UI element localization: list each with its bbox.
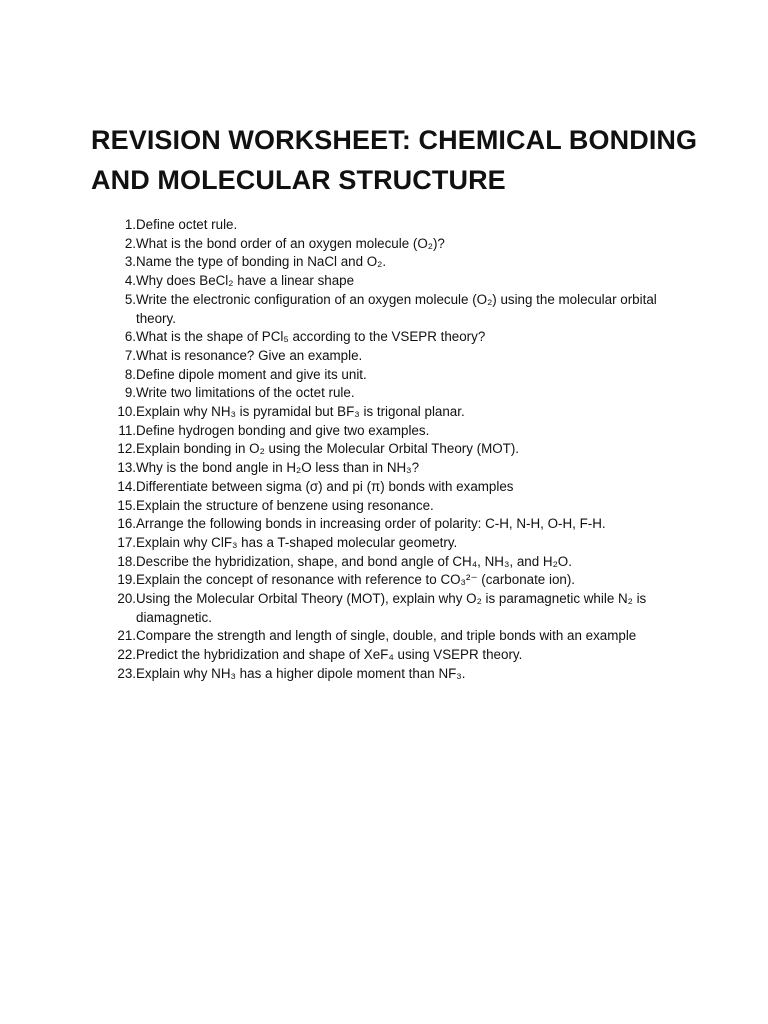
- question-number: [104, 272, 136, 291]
- question-number-label: 16.: [117, 516, 136, 532]
- question-text: Explain the concept of resonance with reference to CO₃²⁻ (carbonate ion).: [136, 572, 576, 588]
- question-number: [104, 328, 136, 347]
- question-number: [104, 553, 136, 572]
- question-item: [104, 253, 684, 272]
- question-item: [104, 347, 684, 366]
- question-text: Differentiate between sigma (σ) and pi (π) bonds with examples: [136, 478, 514, 494]
- question-number: [104, 534, 136, 553]
- question-number: [104, 384, 136, 403]
- question-number-label: 20.: [117, 591, 136, 607]
- question-text: Write two limitations of the octet rule.: [136, 385, 355, 401]
- question-item: [104, 665, 684, 684]
- question-text: Arrange the following bonds in increasing order of polarity: C-H, N-H, O-H, F-H.: [136, 516, 606, 532]
- question-text: Explain why NH₃ is pyramidal but BF₃ is trigonal planar.: [136, 404, 465, 420]
- question-item: [104, 571, 684, 590]
- question-number: [104, 478, 136, 497]
- question-number: [104, 440, 136, 459]
- question-item: [104, 235, 684, 254]
- question-number: [104, 515, 136, 534]
- question-text: Predict the hybridization and shape of XeF₄ using VSEPR theory.: [136, 647, 523, 663]
- question-number-label: 15.: [117, 497, 136, 513]
- question-item: [104, 422, 684, 441]
- question-number: [104, 291, 136, 328]
- question-number-label: 5.: [124, 291, 136, 307]
- question-number: [104, 497, 136, 516]
- question-text: Write the electronic configuration of an oxygen molecule (O₂) using the molecular orbital theory.: [136, 291, 657, 326]
- question-item: [104, 478, 684, 497]
- question-text: Explain the structure of benzene using resonance.: [136, 497, 434, 513]
- question-number-label: 19.: [117, 572, 136, 588]
- question-number-label: 14.: [117, 478, 136, 494]
- question-number: [104, 665, 136, 684]
- question-number-label: 18.: [117, 553, 136, 569]
- question-number-label: 21.: [117, 628, 136, 644]
- question-item: [104, 497, 684, 516]
- question-text: Define dipole moment and give its unit.: [136, 366, 367, 382]
- question-item: [104, 590, 684, 627]
- question-number-label: 11.: [118, 422, 136, 438]
- question-item: [104, 272, 684, 291]
- question-text: Using the Molecular Orbital Theory (MOT), explain why O₂ is paramagnetic while N₂ is diamagnetic.: [136, 591, 647, 625]
- question-number-label: 8.: [124, 366, 136, 382]
- question-text: Compare the strength and length of single, double, and triple bonds with an example: [136, 628, 637, 644]
- question-number: [104, 627, 136, 646]
- question-text: What is resonance? Give an example.: [136, 347, 363, 363]
- question-number-label: 23.: [117, 665, 136, 681]
- question-item: [104, 403, 684, 422]
- question-number-label: 10.: [117, 404, 136, 420]
- question-number: [104, 347, 136, 366]
- question-number: [104, 590, 136, 627]
- question-number-label: 22.: [117, 647, 136, 663]
- question-number: [104, 366, 136, 385]
- question-number: [104, 403, 136, 422]
- question-item: [104, 627, 684, 646]
- question-text: Name the type of bonding in NaCl and O₂.: [136, 254, 387, 270]
- question-text: Describe the hybridization, shape, and bond angle of CH₄, NH₃, and H₂O.: [136, 553, 572, 569]
- question-number-label: 12.: [117, 441, 136, 457]
- question-text: Why is the bond angle in H₂O less than in NH₃?: [136, 460, 420, 476]
- question-number-label: 1.: [124, 217, 136, 232]
- worksheet-title: REVISION WORKSHEET: CHEMICAL BONDING AND MOLECULAR STRUCTURE: [91, 125, 698, 195]
- question-number-label: 7.: [124, 347, 136, 363]
- question-number-label: 13.: [117, 460, 136, 476]
- question-item: [104, 534, 684, 553]
- question-number: [104, 422, 136, 441]
- question-item: [104, 440, 684, 459]
- question-item: [104, 328, 684, 347]
- question-number: [104, 571, 136, 590]
- question-number-label: 3.: [124, 254, 136, 270]
- question-number: [104, 235, 136, 254]
- question-item: [104, 384, 684, 403]
- question-item: [104, 646, 684, 665]
- question-number-label: 4.: [124, 273, 136, 289]
- question-text: Explain bonding in O₂ using the Molecular Orbital Theory (MOT).: [136, 441, 520, 457]
- question-list: [104, 216, 684, 684]
- question-number: [104, 646, 136, 665]
- question-item: [104, 366, 684, 385]
- question-item: [104, 291, 684, 328]
- question-number-label: 2.: [124, 235, 136, 251]
- question-text: Why does BeCl₂ have a linear shape: [136, 273, 355, 289]
- question-number: [104, 253, 136, 272]
- question-text: Explain why ClF₃ has a T-shaped molecular geometry.: [136, 534, 458, 550]
- question-item: [104, 459, 684, 478]
- question-text: What is the shape of PCl₅ according to the VSEPR theory?: [136, 329, 486, 345]
- question-text: Define hydrogen bonding and give two examples.: [136, 422, 430, 438]
- question-item: [104, 515, 684, 534]
- question-text: What is the bond order of an oxygen molecule (O₂)?: [136, 235, 445, 251]
- question-item: [104, 553, 684, 572]
- question-text: Explain why NH₃ has a higher dipole moment than NF₃.: [136, 665, 466, 681]
- question-text: Define octet rule.: [136, 217, 238, 232]
- question-number-label: 17.: [117, 534, 136, 550]
- question-item: [104, 216, 684, 235]
- question-number-label: 6.: [124, 329, 136, 345]
- question-number-label: 9.: [124, 385, 136, 401]
- question-number: [104, 216, 136, 235]
- question-number: [104, 459, 136, 478]
